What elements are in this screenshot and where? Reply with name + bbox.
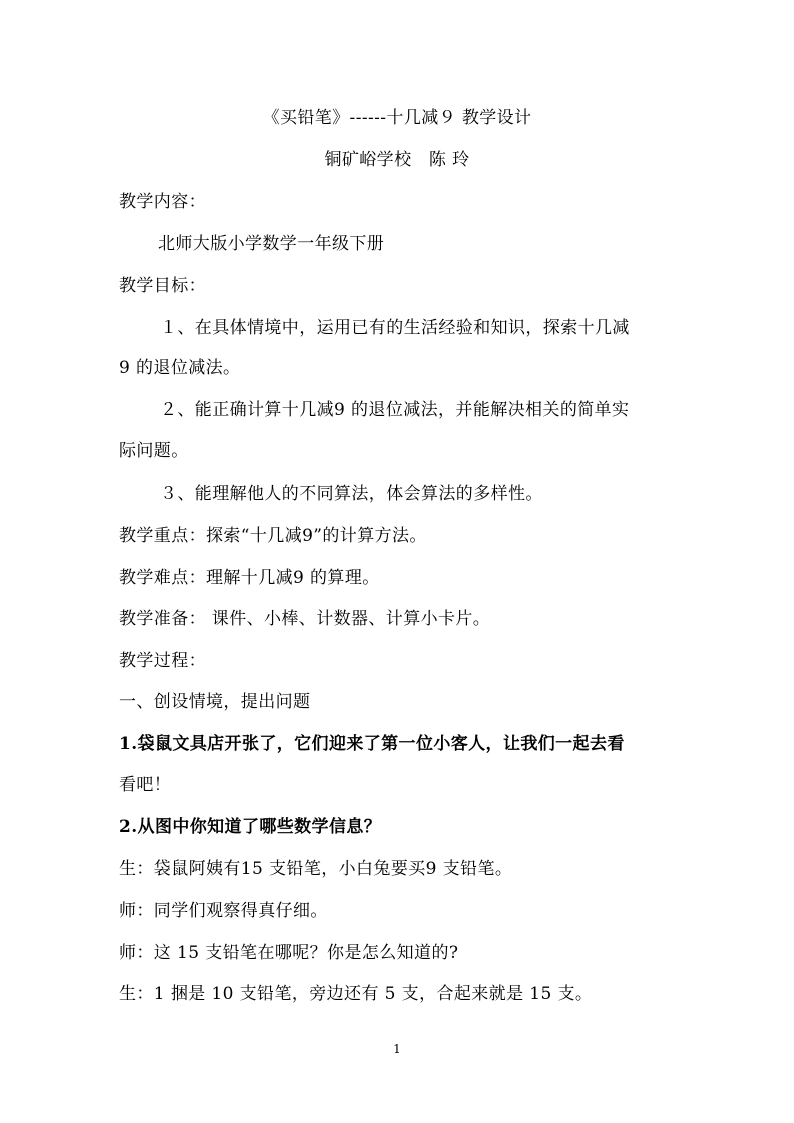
section-heading-process: 教学过程： [119,651,206,671]
author-line: 铜矿峪学校 陈 玲 [324,150,470,170]
paragraph-textbook: 北师大版小学数学一年级下册 [158,234,385,254]
section-heading-content: 教学内容： [119,192,206,212]
key-point: 教学重点：探索“十几减9”的计算方法。 [119,526,427,546]
page-number: 1 [393,1042,401,1056]
goal-1-line-2: 9 的退位减法。 [119,358,241,378]
goal-2-line-1: ２、能正确计算十几减9 的退位减法，并能解决相关的简单实 [160,400,630,420]
difficulty: 教学难点：理解十几减9 的算理。 [119,568,380,588]
step-1-heading: 一、创设情境，提出问题 [119,692,311,712]
section-heading-goals: 教学目标： [119,276,206,296]
goal-2-line-2: 际问题。 [119,441,189,461]
step-1-item-1-line-1: 1.袋鼠文具店开张了，它们迎来了第一位小客人，让我们一起去看 [119,734,625,754]
step-1-item-2: 2.从图中你知道了哪些数学信息？ [119,817,382,837]
dialogue-line-3: 师：这 15 支铅笔在哪呢？你是怎么知道的? [119,943,459,963]
dialogue-line-1: 生：袋鼠阿姨有15 支铅笔，小白兔要买9 支铅笔。 [119,859,513,879]
goal-1-line-1: １、在具体情境中，运用已有的生活经验和知识，探索十几减 [160,318,630,338]
document-title: 《买铅笔》------十几减９ 教学设计 [262,108,532,128]
preparation: 教学准备： 课件、小棒、计数器、计算小卡片。 [119,609,491,629]
step-1-item-1-line-2: 看吧！ [119,775,172,795]
dialogue-line-2: 师：同学们观察得真仔细。 [119,901,328,921]
goal-3: ３、能理解他人的不同算法，体会算法的多样性。 [160,484,543,504]
dialogue-line-4: 生：1 捆是 10 支铅笔，旁边还有 5 支，合起来就是 15 支。 [119,984,593,1004]
